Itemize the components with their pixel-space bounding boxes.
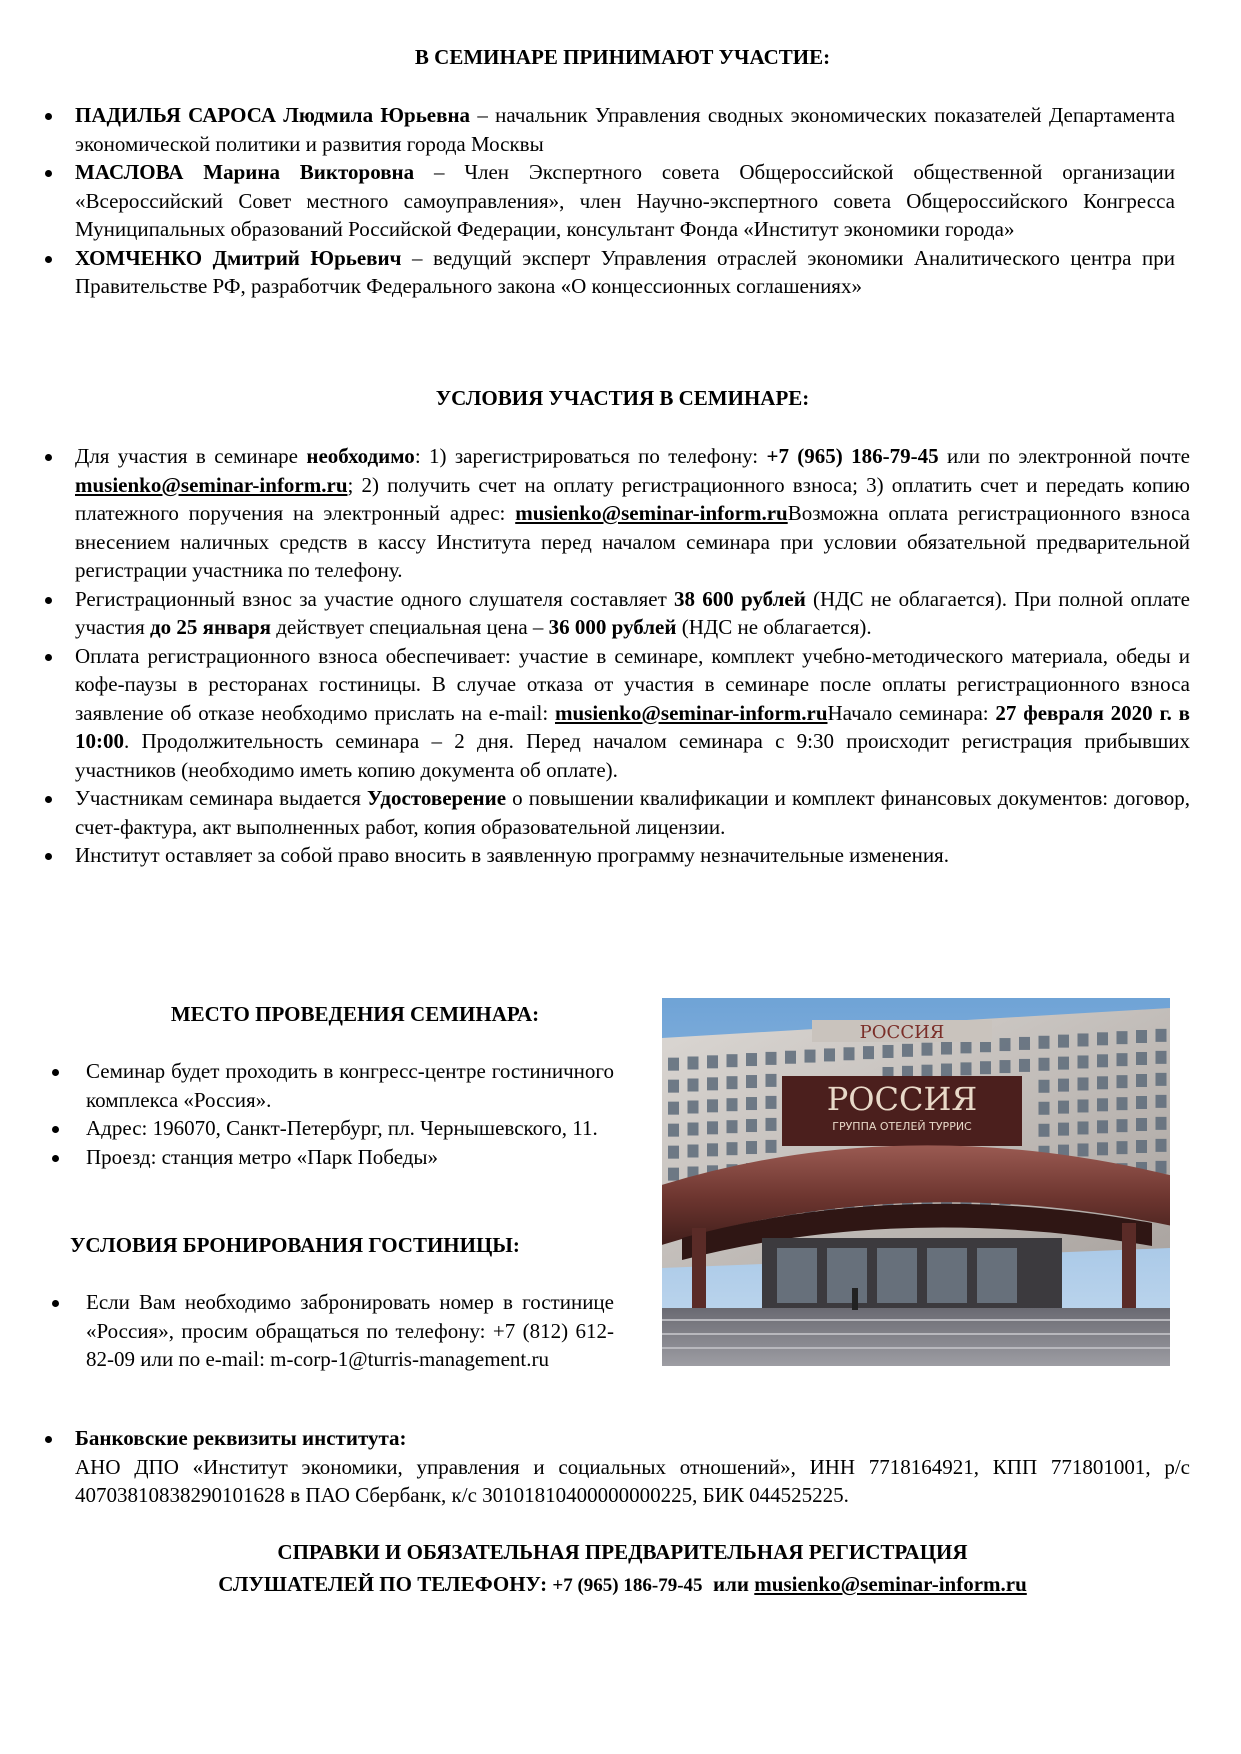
venue-item: Проезд: станция метро «Парк Победы»: [86, 1143, 614, 1172]
participant-role: – Член Экспертного совета Общероссийской общественной организации «Всероссийский Совет местного самоуправления», член Научно-экспертного совета Общероссийского Конгресса Муниципальных образований Российской Федерации, консультант Фонда «Институт экономики города»: [75, 160, 1175, 241]
venue-list: [86, 1057, 614, 1171]
bank-title: Банковские реквизиты института:: [75, 1426, 407, 1450]
participant-item: [75, 244, 1175, 301]
booking-list: [86, 1288, 614, 1374]
venue-item: Адрес: 196070, Санкт-Петербург, пл. Чернышевского, 11.: [86, 1114, 614, 1143]
bank-list: [75, 1424, 1190, 1510]
condition-item: Участникам семинара выдается Удостоверение о повышении квалификации и комплект финансовых документов: договор, счет-фактура, акт выполненных работ, копия образовательной лицензии.: [75, 784, 1190, 841]
email-link[interactable]: musienko@seminar-inform.ru: [75, 472, 348, 497]
start-date: 27 февраля 2020 г. в 10:00: [75, 700, 1190, 753]
hotel-building-image: [662, 998, 1170, 1366]
booking-item: Если Вам необходимо забронировать номер в гостинице «Россия», просим обращаться по телефону: +7 (812) 612-82-09 или по e-mail: m-corp-1@turris-management.ru: [86, 1288, 614, 1374]
certificate: Удостоверение: [367, 786, 507, 810]
venue-title: МЕСТО ПРОВЕДЕНИЯ СЕМИНАРА:: [170, 1002, 540, 1026]
hotel-sign-sub: ГРУППА ОТЕЛЕЙ ТУРРИС: [832, 1120, 972, 1133]
hotel-sign-main: РОССИЯ: [826, 1080, 978, 1118]
participant-name: ПАДИЛЬЯ САРОСА Людмила Юрьевна: [75, 103, 471, 127]
venue-item: Семинар будет проходить в конгресс-центре гостиничного комплекса «Россия».: [86, 1057, 614, 1114]
footer-line1: СПРАВКИ И ОБЯЗАТЕЛЬНАЯ ПРЕДВАРИТЕЛЬНАЯ РЕГИСТРАЦИЯ: [277, 1540, 968, 1564]
participant-role: – начальник Управления сводных экономических показателей Департамента экономической политики и развития города Москвы: [75, 103, 1175, 156]
footer-phone: +7 (965) 186-79-45: [552, 1575, 703, 1596]
participant-item: [75, 101, 1175, 158]
bank-item: [75, 1424, 1190, 1510]
participant-name: ХОМЧЕНКО Дмитрий Юрьевич: [75, 245, 402, 270]
conditions-title: УСЛОВИЯ УЧАСТИЯ В СЕМИНАРЕ:: [435, 386, 810, 410]
price: 38 600 рублей: [674, 586, 806, 611]
condition-item: Регистрационный взнос за участие одного слушателя составляет 38 600 рублей (НДС не облагается). При полной оплате участия до 25 января действует специальная цена – 36 000 рублей (НДС не облагается).: [75, 585, 1190, 642]
special-price: 36 000 рублей: [548, 615, 677, 639]
footer-line2: СЛУШАТЕЛЕЙ ПО ТЕЛЕФОНУ: +7 (965) 186-79-45 или musienko@seminar-inform.ru: [218, 1572, 1027, 1596]
condition-item: Оплата регистрационного взноса обеспечивает: участие в семинаре, комплект учебно-методического материала, обеды и кофе-паузы в ресторанах гостиницы. В случае отказа от участия в семинаре после оплаты регистрационного взноса заявление об отказе необходимо прислать на e-mail: musienko@seminar-inform.ruНачало семинара: 27 февраля 2020 г. в 10:00. Продолжительность семинара – 2 дня. Перед началом семинара с 9:30 происходит регистрация прибывших участников (необходимо иметь копию документа об оплате).: [75, 642, 1190, 785]
email-link[interactable]: musienko@seminar-inform.ru: [555, 700, 828, 725]
footer-email-link[interactable]: musienko@seminar-inform.ru: [754, 1572, 1027, 1596]
participant-item: [75, 158, 1175, 244]
bank-details: АНО ДПО «Институт экономики, управления и социальных отношений», ИНН 7718164921, КПП 771801001, р/с 40703810838290101628 в ПАО Сбербанк, к/с 30101810400000000225, БИК 044525225.: [75, 1454, 1190, 1507]
hotel-sign-top: РОССИЯ: [859, 1022, 945, 1043]
booking-title: УСЛОВИЯ БРОНИРОВАНИЯ ГОСТИНИЦЫ:: [70, 1233, 520, 1257]
condition-item: Для участия в семинаре необходимо: 1) зарегистрироваться по телефону: +7 (965) 186-79-45 или по электронной почте musienko@seminar-inform.ru; 2) получить счет на оплату регистрационного взноса; 3) оплатить счет и передать копию платежного поручения на электронный адрес: musienko@seminar-inform.ruВозможна оплата регистрационного взноса внесением наличных средств в кассу Института перед началом семинара при условии обязательной предварительной регистрации участника по телефону.: [75, 442, 1190, 585]
participant-name: МАСЛОВА Марина Викторовна: [75, 160, 415, 184]
early-date: до 25 января: [150, 615, 271, 639]
email-link[interactable]: musienko@seminar-inform.ru: [515, 501, 788, 525]
participants-title: В СЕМИНАРЕ ПРИНИМАЮТ УЧАСТИЕ:: [414, 45, 831, 69]
registration-phone: +7 (965) 186-79-45: [766, 444, 939, 468]
condition-item: Институт оставляет за собой право вносить в заявленную программу незначительные изменения.: [75, 841, 1190, 870]
participants-list: [75, 101, 1175, 301]
hotel-photo: [662, 998, 1170, 1366]
participant-role: – ведущий эксперт Управления отраслей экономики Аналитического центра при Правительстве РФ, разработчик Федерального закона «О концессионных соглашениях»: [75, 245, 1175, 298]
conditions-list: [75, 442, 1190, 870]
